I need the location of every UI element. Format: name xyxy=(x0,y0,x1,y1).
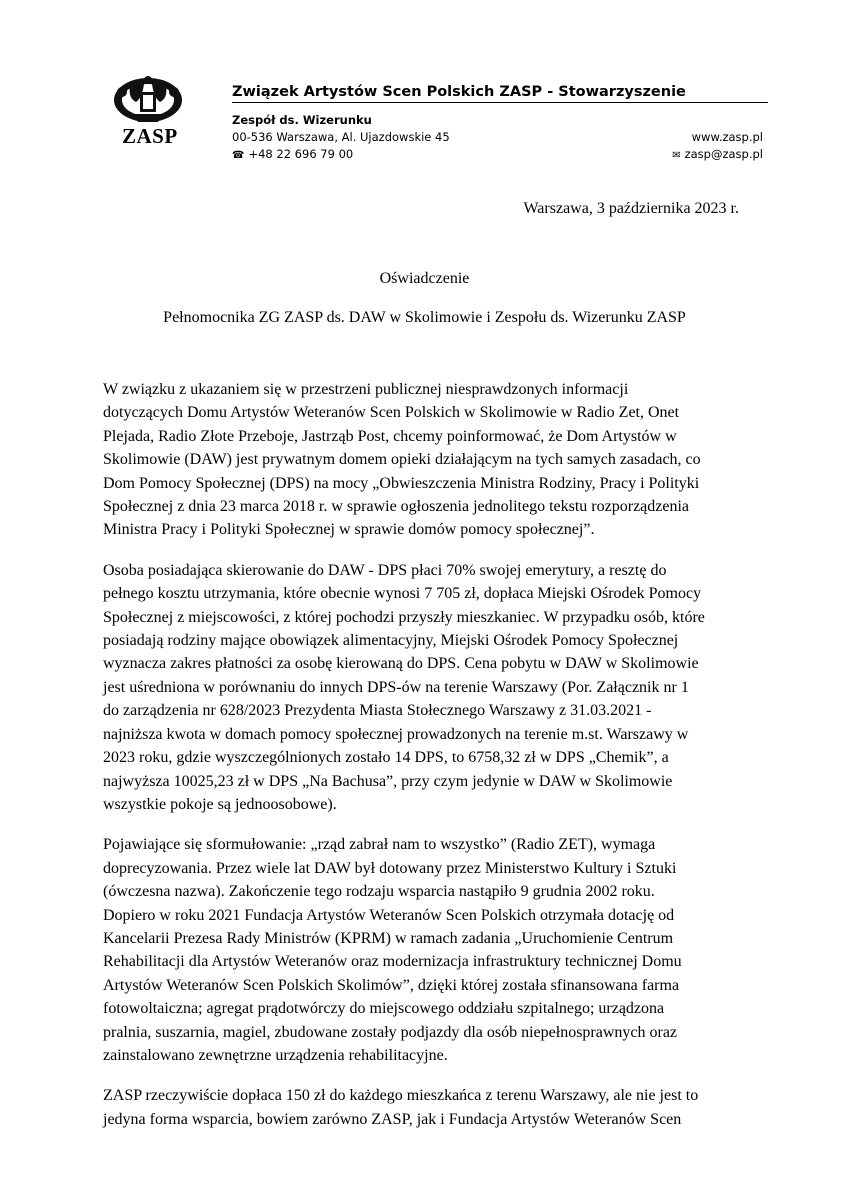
text-line: jedyna forma wsparcia, bowiem zarówno ZASP, jak i Fundacja Artystów Weteranów Scen xyxy=(103,1110,682,1128)
text-line: fotowoltaiczna; agregat prądotwórczy do miejscowego oddziału szpitalnego; urządzona xyxy=(103,1000,665,1018)
document-body xyxy=(103,378,753,1148)
text-line: wyznacza zakres płatności za osobę kierowaną do DPS. Cena pobytu w DAW w Skolimowie xyxy=(103,655,699,673)
text-line: 2023 roku, gdzie wyszczególnionych zostało 14 DPS, to 6758,32 zł w DPS „Chemik”, a xyxy=(103,749,669,767)
text-line: (ówczesna nazwa). Zakończenie tego rodzaju wsparcia nastąpiło 9 grudnia 2002 roku. xyxy=(103,883,655,901)
paragraph xyxy=(103,833,753,1067)
text-line: Społecznej z dnia 23 marca 2018 r. w sprawie ogłoszenia jednolitego tekstu rozporządzenia xyxy=(103,498,690,516)
text-line: pełnego kosztu utrzymania, które obecnie wynosi 7 705 zł, dopłaca Miejski Ośrodek Pomocy xyxy=(103,585,702,603)
phone-icon: ☎ xyxy=(232,150,245,161)
email-line xyxy=(672,147,763,161)
text-line: ZASP rzeczywiście dopłaca 150 zł do każdego mieszkańca z terenu Warszawy, ale nie jest to xyxy=(103,1087,699,1105)
text-line: Plejada, Radio Złote Przeboje, Jastrząb Post, chcemy poinformować, że Dom Artystów w xyxy=(103,427,677,445)
text-line: do zarządzenia nr 628/2023 Prezydenta Miasta Stołecznego Warszawy z 31.03.2021 - xyxy=(103,702,652,720)
text-line: najniższa kwota w domach pomocy społecznej prowadzonych na terenie m.st. Warszawy w xyxy=(103,725,689,743)
text-line: Społecznej z miejscowości, z której pochodzi przyszły mieszkaniec. W przypadku osób, które xyxy=(103,608,705,626)
website-link[interactable]: www.zasp.pl xyxy=(691,130,763,144)
text-line: Artystów Weteranów Scen Polskich Skolimów”, dzięki której została sfinansowana farma xyxy=(103,976,680,994)
zasp-logo xyxy=(112,76,184,148)
text-line: doprecyzowania. Przez wiele lat DAW był dotowany przez Ministerstwo Kultury i Sztuki xyxy=(103,859,677,877)
phone-number: +48 22 696 79 00 xyxy=(248,147,354,161)
text-line: dotyczących Domu Artystów Weteranów Scen Polskich w Skolimowie w Radio Zet, Onet xyxy=(103,404,680,422)
text-line: posiadają rodziny mające obowiązek alimentacyjny, Miejski Ośrodek Pomocy Społecznej xyxy=(103,632,679,650)
team-name: Zespół ds. Wizerunku xyxy=(232,113,372,127)
envelope-icon: ✉ xyxy=(672,150,681,161)
email-link[interactable]: zasp@zasp.pl xyxy=(684,147,763,161)
text-line: jest uśredniona w porównaniu do innych DPS-ów na terenie Warszawy (Por. Załącznik nr 1 xyxy=(103,678,689,696)
paragraph xyxy=(103,1084,753,1131)
text-line: Rehabilitacji dla Artystów Weteranów oraz modernizacja infrastruktury technicznej Domu xyxy=(103,953,682,971)
text-line: Kancelarii Prezesa Rady Ministrów (KPRM) w ramach zadania „Uruchomienie Centrum xyxy=(103,929,674,947)
text-line: zainstalowano zewnętrzne urządzenia rehabilitacyjne. xyxy=(103,1046,448,1064)
text-line: W związku z ukazaniem się w przestrzeni publicznej niesprawdzonych informacji xyxy=(103,381,629,398)
paragraph xyxy=(103,559,753,816)
theatre-masks-emblem-icon xyxy=(112,76,184,126)
text-line: najwyższa 10025,23 zł w DPS „Na Bachusa”, przy czym jedynie w DAW w Skolimowie xyxy=(103,772,673,790)
logo-wordmark: ZASP xyxy=(122,124,178,148)
text-line: Osoba posiadająca skierowanie do DAW - DPS płaci 70% swojej emerytury, a resztę do xyxy=(103,561,667,579)
paragraph xyxy=(103,378,753,542)
text-line: Skolimowie (DAW) jest prywatnym domem opieki działającym na tych samych zasadach, co xyxy=(103,451,701,469)
phone-line xyxy=(232,147,353,161)
text-line: Pojawiające się sformułowanie: „rząd zabrał nam to wszystko” (Radio ZET), wymaga xyxy=(103,836,656,854)
organization-name: Związek Artystów Scen Polskich ZASP - Stowarzyszenie xyxy=(232,84,768,103)
document-subtitle: Pełnomocnika ZG ZASP ds. DAW w Skolimowie i Zespołu ds. Wizerunku ZASP xyxy=(163,309,686,326)
address: 00-536 Warszawa, Al. Ujazdowskie 45 xyxy=(232,130,450,144)
text-line: wszystkie pokoje są jednoosobowe). xyxy=(103,795,337,813)
document-date: Warszawa, 3 października 2023 r. xyxy=(523,200,739,217)
document-title: Oświadczenie xyxy=(379,270,470,287)
text-line: Dopiero w roku 2021 Fundacja Artystów Weteranów Scen Polskich otrzymała dotację od xyxy=(103,906,675,924)
text-line: Dom Pomocy Społecznej (DPS) na mocy „Obwieszczenia Ministra Rodziny, Pracy i Polityki xyxy=(103,474,700,492)
text-line: pralnia, suszarnia, magiel, zbudowane zostały podjazdy dla osób niepełnosprawnych oraz xyxy=(103,1023,678,1041)
text-line: Ministra Pracy i Polityki Społecznej w sprawie domów pomocy społecznej”. xyxy=(103,521,595,539)
